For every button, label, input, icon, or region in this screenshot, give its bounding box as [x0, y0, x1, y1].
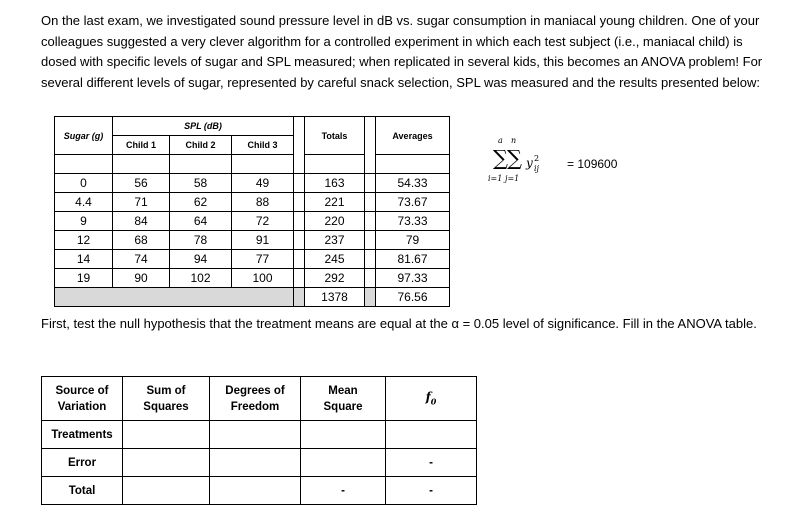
table-row	[42, 421, 477, 449]
child-2-header: Child 2	[170, 136, 232, 155]
sugar-cell: 9	[55, 212, 113, 231]
average-cell: 54.33	[376, 174, 450, 193]
question-paragraph: First, test the null hypothesis that the treatment means are equal at the α = 0.05 level of significance. Fill in the ANOVA table.	[41, 316, 757, 331]
shaded-cell	[55, 288, 294, 307]
table-row	[55, 174, 450, 193]
formula-result: = 109600	[567, 157, 618, 171]
sugar-cell: 4.4	[55, 193, 113, 212]
table-row	[55, 212, 450, 231]
sugar-spl-data-table	[54, 116, 450, 307]
ss-cell[interactable]	[123, 449, 210, 477]
table-row	[42, 449, 477, 477]
ms-cell: -	[301, 477, 386, 505]
table-row	[55, 250, 450, 269]
sigma-symbol: ∑	[507, 146, 522, 170]
ms-header-line: Square	[323, 400, 363, 413]
source-header-line: Variation	[57, 400, 107, 413]
f0-cell[interactable]	[386, 421, 477, 449]
ss-cell[interactable]	[123, 421, 210, 449]
averages-header: Averages	[376, 117, 450, 155]
sum-of-squares-formula	[485, 136, 645, 196]
child-1-cell: 71	[113, 193, 170, 212]
ms-header-line: Mean	[328, 384, 358, 397]
df-header-line: Degrees of	[225, 384, 285, 397]
child-3-cell: 100	[232, 269, 294, 288]
source-header	[42, 377, 123, 421]
sugar-cell: 0	[55, 174, 113, 193]
total-cell: 237	[305, 231, 365, 250]
child-3-cell: 72	[232, 212, 294, 231]
ss-cell[interactable]	[123, 477, 210, 505]
totals-header: Totals	[305, 117, 365, 155]
f0-symbol: f	[425, 390, 431, 405]
degrees-of-freedom-header	[210, 377, 301, 421]
average-cell: 79	[376, 231, 450, 250]
sugar-cell: 19	[55, 269, 113, 288]
child-1-cell: 84	[113, 212, 170, 231]
average-cell: 73.67	[376, 193, 450, 212]
average-cell: 97.33	[376, 269, 450, 288]
grand-total-row	[55, 288, 450, 307]
table-row	[42, 477, 477, 505]
formula-term: y	[526, 156, 533, 170]
child-2-cell: 102	[170, 269, 232, 288]
intro-paragraph: On the last exam, we investigated sound pressure level in dB vs. sugar consumption in maniacal young children. One of your colleagues suggested a very clever algorithm for a controlled experiment in which each test subject (i.e., maniacal child) is dosed with specific levels of sugar and SPL measured; when replicated in several kids, this becomes an ANOVA problem! For several different levels of sugar, represented by careful snack selection, SPL was measured and the results presented below:	[41, 13, 763, 90]
total-cell: 221	[305, 193, 365, 212]
formula-lower-j: j=1	[505, 174, 520, 183]
spl-header: SPL (dB)	[113, 117, 294, 136]
child-2-cell: 64	[170, 212, 232, 231]
ss-header-line: Squares	[143, 400, 189, 413]
child-2-cell: 58	[170, 174, 232, 193]
source-header-line: Source of	[55, 384, 109, 397]
table-row	[55, 231, 450, 250]
f0-cell: -	[386, 449, 477, 477]
child-1-cell: 68	[113, 231, 170, 250]
child-3-cell: 49	[232, 174, 294, 193]
grand-total-cell: 1378	[305, 288, 365, 307]
average-cell: 73.33	[376, 212, 450, 231]
total-cell: 220	[305, 212, 365, 231]
df-cell[interactable]	[210, 421, 301, 449]
child-3-cell: 77	[232, 250, 294, 269]
formula-subscript: ij	[534, 164, 540, 173]
total-cell: 163	[305, 174, 365, 193]
df-header-line: Freedom	[230, 400, 280, 413]
mean-square-header	[301, 377, 386, 421]
sum-of-squares-header	[123, 377, 210, 421]
table-row	[55, 193, 450, 212]
df-cell[interactable]	[210, 477, 301, 505]
sugar-cell: 14	[55, 250, 113, 269]
ss-header-line: Sum of	[146, 384, 186, 397]
child-3-cell: 88	[232, 193, 294, 212]
ms-cell[interactable]	[301, 421, 386, 449]
formula-upper-n: n	[511, 136, 517, 145]
child-2-cell: 94	[170, 250, 232, 269]
table-row	[55, 269, 450, 288]
total-cell: 292	[305, 269, 365, 288]
child-1-header: Child 1	[113, 136, 170, 155]
child-3-header: Child 3	[232, 136, 294, 155]
sugar-cell: 12	[55, 231, 113, 250]
f0-cell: -	[386, 477, 477, 505]
sigma-symbol: ∑	[493, 146, 508, 170]
source-cell: Treatments	[42, 421, 123, 449]
formula-superscript: 2	[534, 154, 540, 163]
source-cell: Total	[42, 477, 123, 505]
formula-lower-i: i=1	[488, 174, 503, 183]
average-cell: 81.67	[376, 250, 450, 269]
anova-table	[41, 376, 477, 505]
total-cell: 245	[305, 250, 365, 269]
grand-average-cell: 76.56	[376, 288, 450, 307]
f0-header	[386, 377, 477, 421]
df-cell[interactable]	[210, 449, 301, 477]
child-1-cell: 74	[113, 250, 170, 269]
ms-cell[interactable]	[301, 449, 386, 477]
formula-upper-a: a	[498, 136, 503, 145]
child-1-cell: 90	[113, 269, 170, 288]
sugar-header: Sugar (g)	[55, 117, 113, 155]
child-2-cell: 62	[170, 193, 232, 212]
f0-subscript: 0	[430, 396, 437, 407]
child-2-cell: 78	[170, 231, 232, 250]
child-1-cell: 56	[113, 174, 170, 193]
source-cell: Error	[42, 449, 123, 477]
child-3-cell: 91	[232, 231, 294, 250]
